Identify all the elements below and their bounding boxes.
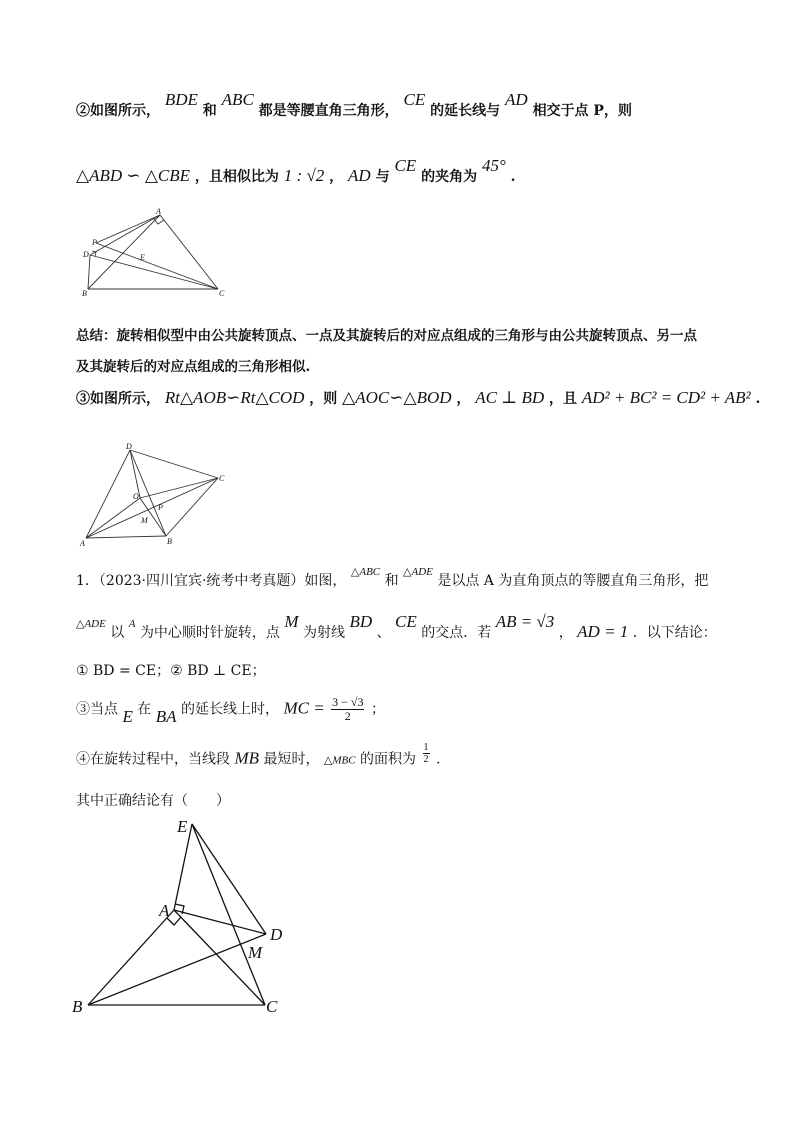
text: 1．（2023·四川宜宾·统考中考真题）如图， xyxy=(76,573,347,589)
line-OC xyxy=(140,478,218,498)
label-A: A xyxy=(156,207,161,216)
math-ratio: 1 : √2 xyxy=(283,166,325,185)
fraction-area xyxy=(423,742,430,765)
conclusions-1-2: ① BD = CE；② BD ⊥ CE； xyxy=(76,663,266,679)
fraction-mc xyxy=(331,696,364,723)
text: 都是等腰直角三角形， xyxy=(258,103,399,119)
math-ba: BA xyxy=(155,706,177,726)
p3-line xyxy=(76,388,760,408)
figure-3 xyxy=(66,812,306,1022)
math-a: A xyxy=(128,618,136,630)
fraction-numerator: 1 xyxy=(423,742,429,753)
q1-line-2 xyxy=(76,612,717,642)
text: 以 xyxy=(110,625,125,641)
text: 和 xyxy=(202,103,217,119)
label-D: D xyxy=(126,442,132,451)
summary-line-2 xyxy=(76,355,310,375)
fraction-denominator: 2 xyxy=(423,754,429,765)
text: . xyxy=(755,391,761,407)
summary-line-1 xyxy=(76,324,697,344)
math-perpendicular: AC ⊥ BD xyxy=(475,388,545,407)
text: 的延长线上时， xyxy=(180,701,279,718)
math-bde: BDE xyxy=(164,90,198,109)
line-BD xyxy=(88,934,266,1005)
math-abc: △ABC xyxy=(350,566,381,578)
math-aoc-similar: △AOC∽△BOD xyxy=(342,388,452,407)
label-M: M xyxy=(248,943,263,962)
label-O: O xyxy=(133,492,139,501)
text: . xyxy=(510,169,516,185)
math-similar: △ABD ∽ △CBE xyxy=(76,166,191,185)
math-ce: CE xyxy=(395,612,417,631)
text: 为射线 xyxy=(303,625,346,641)
q1-line-1 xyxy=(76,566,709,590)
text: 的夹角为 xyxy=(421,169,478,185)
math-mb: MB xyxy=(234,748,259,768)
text: 、 xyxy=(376,625,391,641)
line-PA xyxy=(96,215,160,243)
text: ，且相似比为 xyxy=(194,169,279,185)
q1-line-4 xyxy=(76,695,385,726)
text: ②如图所示， xyxy=(76,103,160,119)
line-OA xyxy=(86,498,140,538)
math-ade: △ADE xyxy=(76,618,106,630)
label-C: C xyxy=(266,997,278,1016)
text: . xyxy=(435,751,441,768)
p2-line-1 xyxy=(76,90,632,120)
line-DA xyxy=(90,215,160,255)
label-D: D xyxy=(270,925,283,944)
line-EA xyxy=(174,824,192,910)
text: ③如图所示， xyxy=(76,391,160,407)
label-P: P xyxy=(92,238,97,247)
text: ，则 xyxy=(309,391,338,407)
line-OD xyxy=(130,450,140,498)
line-DA xyxy=(86,450,130,538)
text: 最短时， xyxy=(263,751,320,768)
answer-prompt: 其中正确结论有（ ） xyxy=(76,793,230,809)
line-AB xyxy=(88,910,174,1005)
math-e: E xyxy=(122,706,133,726)
text: ④在旋转过程中，当线段 xyxy=(76,751,230,768)
math-equation: AD² + BC² = CD² + AB² xyxy=(581,388,751,407)
text: 与 xyxy=(375,169,390,185)
figure-2 xyxy=(78,440,233,550)
text: ， xyxy=(329,169,344,185)
math-ce: CE xyxy=(394,156,417,175)
figure-1 xyxy=(80,205,240,300)
line-AC xyxy=(86,478,218,538)
math-rt-similar: Rt△AOB∽Rt△COD xyxy=(164,388,305,407)
text: ，且 xyxy=(549,391,578,407)
text: ．以下结论： xyxy=(632,625,717,641)
line-DC xyxy=(130,450,218,478)
q1-line-5 xyxy=(76,742,441,771)
line-AB xyxy=(86,536,166,538)
text: 相交于点 P，则 xyxy=(532,103,632,119)
text: 及其旋转后的对应点组成的三角形相似. xyxy=(76,359,311,375)
label-B: B xyxy=(72,997,83,1016)
label-B: B xyxy=(167,537,172,546)
label-A: A xyxy=(159,901,170,920)
label-A: A xyxy=(80,539,85,548)
text: 的延长线与 xyxy=(430,103,501,119)
text: ； xyxy=(370,701,385,718)
label-E: E xyxy=(140,253,145,262)
line-DC xyxy=(90,255,218,289)
text: 的交点．若 xyxy=(421,625,492,641)
math-angle: 45° xyxy=(481,156,506,175)
math-ad: AD = 1 xyxy=(577,622,629,641)
math-mbc: △MBC xyxy=(323,754,356,767)
p2-line-2 xyxy=(76,156,516,186)
math-mc: MC = xyxy=(283,698,325,718)
label-M: M xyxy=(141,516,148,525)
text: 在 xyxy=(137,701,152,718)
line-EC xyxy=(192,824,265,1005)
line-BA xyxy=(88,215,160,289)
fraction-numerator: 3 − √3 xyxy=(332,695,364,709)
fraction-denominator: 2 xyxy=(344,709,351,723)
label-B: B xyxy=(82,289,87,298)
math-bd: BD xyxy=(349,612,373,631)
text: ③当点 xyxy=(76,701,118,718)
text: 的面积为 xyxy=(360,751,417,768)
text: 和 xyxy=(384,573,399,589)
text: 是以点 A 为直角顶点的等腰直角三角形，把 xyxy=(437,573,709,589)
line-DB xyxy=(88,255,90,289)
line-CB xyxy=(166,478,218,536)
math-m: M xyxy=(284,612,299,631)
math-ab: AB = √3 xyxy=(495,612,555,631)
text: 总结：旋转相似型中由公共旋转顶点、一点及其旋转后的对应点组成的三角形与由公共旋转顶点、另一点 xyxy=(76,328,697,344)
label-D: D xyxy=(83,250,89,259)
math-ad: AD xyxy=(348,166,371,185)
math-ce: CE xyxy=(403,90,426,109)
text: 为中心顺时针旋转，点 xyxy=(139,625,280,641)
label-C: C xyxy=(219,474,225,483)
text: ， xyxy=(558,625,573,641)
label-E: E xyxy=(177,817,188,836)
q1-line-3 xyxy=(76,660,266,680)
math-ad: AD xyxy=(505,90,528,109)
math-abc: ABC xyxy=(221,90,254,109)
text: ， xyxy=(456,391,471,407)
math-ade: △ADE xyxy=(403,566,433,578)
q1-line-6 xyxy=(76,790,230,810)
label-P: P xyxy=(158,503,163,512)
label-C: C xyxy=(219,289,225,298)
